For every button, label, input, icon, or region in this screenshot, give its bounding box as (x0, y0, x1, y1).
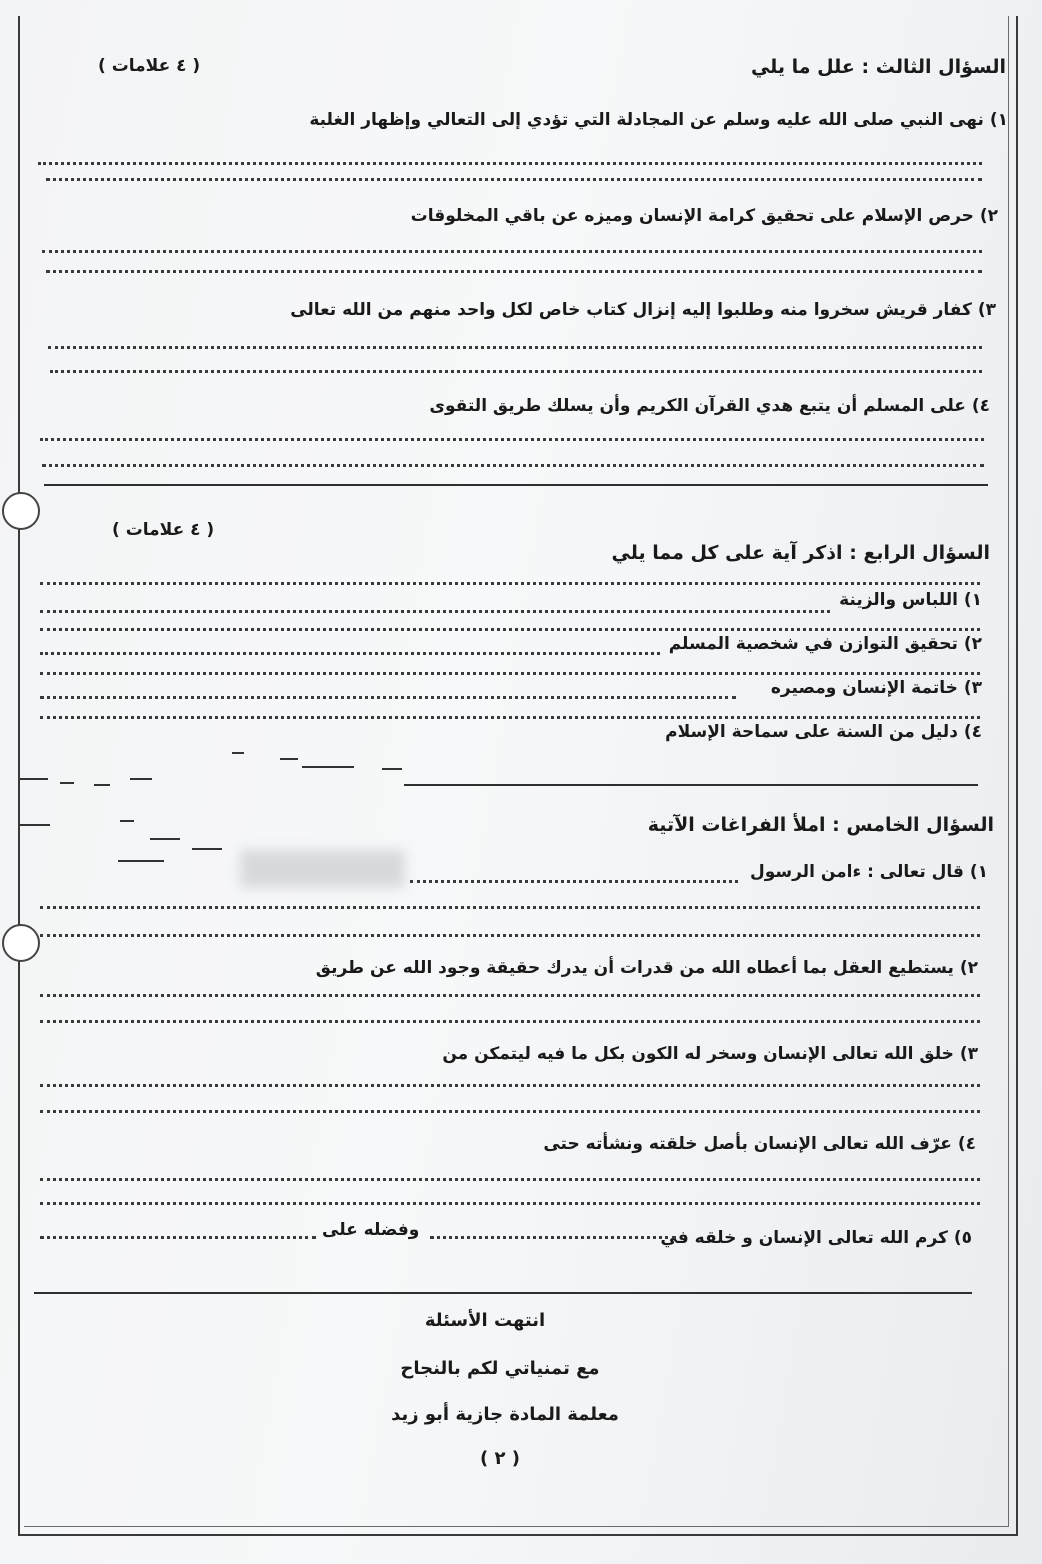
q5-item-3: ٣) خلق الله تعالى الإنسان وسخر له الكون بكل ما فيه ليتمكن من (442, 1044, 978, 1064)
q3-title: السؤال الثالث : علل ما يلي (750, 56, 1006, 78)
answer-line (48, 346, 982, 349)
section-divider (34, 1292, 972, 1294)
teacher-signature: معلمة المادة جازية أبو زيد (391, 1404, 619, 1425)
scribble-mark (382, 768, 402, 770)
q5-item-5: ٥) كرم الله تعالى الإنسان و خلقه في (660, 1228, 972, 1248)
q3-item-2: ٢) حرص الإسلام على تحقيق كرامة الإنسان وميزه عن باقي المخلوقات (410, 206, 998, 226)
q4-item-1: ١) اللباس والزينة (839, 590, 982, 610)
answer-line (42, 250, 982, 253)
answer-line (40, 582, 980, 585)
answer-line (40, 934, 980, 937)
scribble-mark (130, 778, 152, 780)
end-of-questions: انتهت الأسئلة (424, 1310, 546, 1331)
q4-title: السؤال الرابع : اذكر آية على كل مما يلي (611, 542, 990, 564)
answer-line (40, 438, 984, 441)
scribble-mark (280, 758, 298, 760)
good-luck-wish: مع تمنياتي لكم بالنجاح (400, 1358, 600, 1379)
answer-line (42, 464, 984, 467)
q4-item-4: ٤) دليل من السنة على سماحة الإسلام (665, 722, 982, 742)
answer-line (40, 696, 736, 699)
q4-marks: ( ٤ علامات ) (112, 520, 215, 540)
q5-item-2: ٢) يستطيع العقل بما أعطاه الله من قدرات أن يدرك حقيقة وجود الله عن طريق (315, 958, 978, 978)
answer-line (40, 610, 830, 613)
answer-line (40, 994, 980, 997)
answer-line (50, 370, 982, 373)
answer-line (40, 672, 980, 675)
scribble-mark (232, 752, 244, 754)
scribble-mark (302, 766, 354, 768)
answer-line (40, 1202, 980, 1205)
q5-title: السؤال الخامس : املأ الفراغات الآتية (647, 814, 994, 836)
scribble-mark (20, 824, 50, 826)
answer-line (38, 162, 982, 165)
answer-line (430, 1236, 676, 1239)
answer-line (40, 652, 660, 655)
q4-item-3: ٣) خاتمة الإنسان ومصيره (770, 678, 982, 698)
punch-hole-bottom (2, 924, 40, 962)
scribble-mark (150, 838, 180, 840)
scribble-mark (20, 778, 48, 780)
q4-item-2: ٢) تحقيق التوازن في شخصية المسلم (668, 634, 982, 654)
answer-line (40, 1178, 980, 1181)
eraser-smudge (240, 850, 405, 888)
answer-line (40, 1236, 316, 1239)
answer-line (46, 178, 982, 181)
scribble-mark (120, 820, 134, 822)
answer-line (40, 1020, 980, 1023)
page-number: ( ٢ ) (480, 1448, 520, 1469)
section-divider (44, 484, 988, 486)
q3-item-3: ٣) كفار قريش سخروا منه وطلبوا إليه إنزال كتاب خاص لكل واحد منهم من الله تعالى (290, 300, 996, 320)
q5-item-4: ٤) عرّف الله تعالى الإنسان بأصل خلقته ونشأته حتى (543, 1134, 976, 1154)
q3-item-4: ٤) على المسلم أن يتبع هدي القرآن الكريم وأن يسلك طريق التقوى (429, 396, 990, 416)
scribble-mark (60, 782, 74, 784)
q5-item-5-tail: وفضله على (322, 1220, 420, 1240)
answer-line (40, 906, 980, 909)
answer-line (46, 270, 982, 273)
answer-line (410, 880, 738, 883)
section-divider (404, 784, 978, 786)
answer-line (40, 1084, 980, 1087)
answer-line (40, 628, 980, 631)
page-border-inner (24, 16, 1009, 1527)
q3-marks: ( ٤ علامات ) (98, 56, 201, 76)
q3-item-1: ١) نهى النبي صلى الله عليه وسلم عن المجادلة التي تؤدي إلى التعالي وإظهار الغلبة (309, 110, 1008, 130)
q5-item-1: ١) قال تعالى : ءامن الرسول (749, 862, 988, 882)
scribble-mark (94, 784, 110, 786)
punch-hole-top (2, 492, 40, 530)
answer-line (40, 1110, 980, 1113)
scribble-mark (118, 860, 164, 862)
scribble-mark (192, 848, 222, 850)
answer-line (40, 716, 980, 719)
